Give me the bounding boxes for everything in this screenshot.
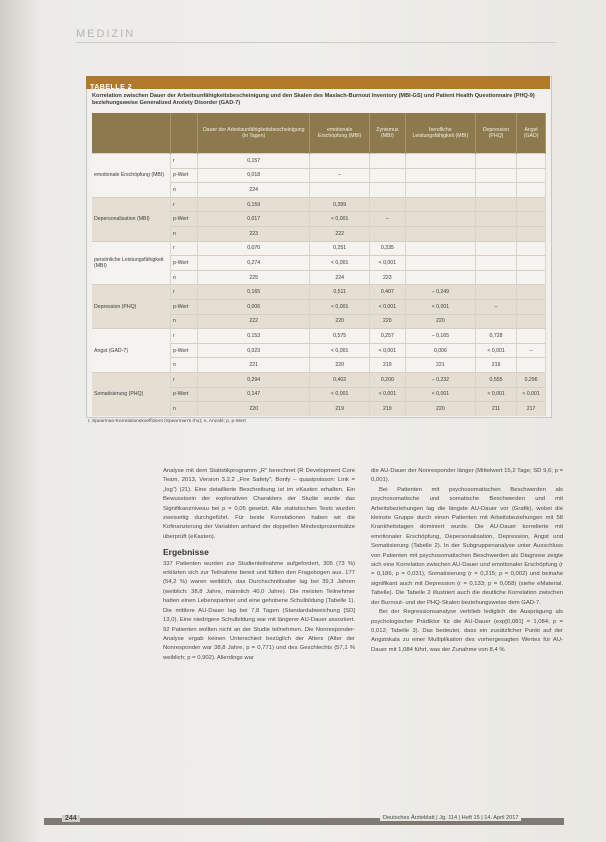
header-rule xyxy=(76,42,556,43)
stat-label: r xyxy=(171,241,198,256)
table-cell xyxy=(517,256,546,271)
table-cell: 0,157 xyxy=(198,154,310,169)
table-tab xyxy=(86,76,550,89)
table-cell xyxy=(405,270,475,285)
stat-label: p-Wert xyxy=(171,212,198,227)
table-cell xyxy=(405,256,475,271)
table-cell: 0,399 xyxy=(310,197,369,212)
table-cell: 219 xyxy=(475,358,516,373)
table-header-row xyxy=(92,113,546,154)
table-cell: – 0,249 xyxy=(405,285,475,300)
table-cell xyxy=(405,212,475,227)
table-cell: 219 xyxy=(369,402,405,416)
table-cell: 211 xyxy=(475,402,516,416)
stat-label: r xyxy=(171,285,198,300)
table-cell xyxy=(517,358,546,373)
table-cell xyxy=(475,197,516,212)
methods-paragraph: Analyse mit dem Statistikprogramm „R“ berechnet (R Development Core Team, 2013, Version 3.2.2 „Fire Safety“; Bonfy – quasipoisson: Link = „log“) (21). Eine detaillierte Beschreibung ist im eKasten erhalten. Ein Bewusstsein der explorativen Charakters der Studie wurde das Signifikanzniveau bei p = 0,05 gesetzt. Alle statistischen Tests wurden zweiseitig durchgeführt. Für beide Korrelationen haben wir die Kofinanzierung der Variablen anhand der doppelten Mindestprozentsätze überprüft (eKasten). xyxy=(163,468,355,540)
stat-label: n xyxy=(171,183,198,198)
row-label: Depression (PHQ) xyxy=(92,285,171,329)
table-cell xyxy=(517,183,546,198)
table-cell xyxy=(475,256,516,271)
table-cell: < 0,001 xyxy=(310,299,369,314)
right-paragraph-3: Bei der Regressionsanalyse verblieb lediglich die Ausprägung als psychologischer Prädiktor für die AU-Dauer (exp[0,081] = 1,084; p = 0,012; Tabelle 3). Das bedeutet, dass ein zusätzlicher Punkt auf der Angstskala zu einer Multiplikation des vorhergesagten Wertes für AU-Dauer mit 1,084 führt, was der Zunahme von 8,4 % xyxy=(371,609,563,653)
results-heading: Ergebnisse xyxy=(163,547,209,558)
stat-label: n xyxy=(171,402,198,416)
table-cell: < 0,001 xyxy=(405,387,475,402)
table-cell: 224 xyxy=(310,270,369,285)
table-cell xyxy=(475,154,516,169)
table-cell xyxy=(405,183,475,198)
table-cell: 0,018 xyxy=(198,168,310,183)
table-cell: 0,147 xyxy=(198,387,310,402)
row-label: Somatisierung (PHQ) xyxy=(92,372,171,415)
table-cell: 0,006 xyxy=(198,299,310,314)
table-cell xyxy=(310,154,369,169)
table-cell: 0,070 xyxy=(198,241,310,256)
table-cell: – xyxy=(369,212,405,227)
stat-label: n xyxy=(171,226,198,241)
table-cell: 0,511 xyxy=(310,285,369,300)
journal-citation: Deutsches Ärzteblatt | Jg. 114 | Heft 15 | 14. April 2017 xyxy=(380,815,521,821)
text-column-right xyxy=(371,467,563,655)
table-cell: 0,257 xyxy=(369,329,405,344)
table-cell: 223 xyxy=(369,270,405,285)
stat-label: r xyxy=(171,154,198,169)
header-stat xyxy=(171,113,198,154)
table-cell xyxy=(475,314,516,329)
table-cell: 221 xyxy=(405,358,475,373)
table-cell: – 0,165 xyxy=(405,329,475,344)
table-cell: 220 xyxy=(198,402,310,416)
table-cell: 217 xyxy=(517,402,546,416)
table-cell: < 0,001 xyxy=(369,256,405,271)
right-paragraph-2: Bei Patienten mit psychosomatischen Beschwerden als psychosomatische und somatische Beschwerden und mit Arbeitsbeziehungen lag die längste AU-Dauer vor (Grafik), wobei die kleinste Gruppe durch einen Patienten mit Arbeitsbeziehungen mit 58 Krankheitstagen dominiert wurde. Die AU-Dauer korrelierte mit emotionaler Erschöpfung, Depersonalisation, Depression, Angst und Somatisierung (Tabelle 2). In der Subgruppenanalyse unter Ausschluss von Patienten mit psychosomatischen Beschwerden als Diagnose zeigte sich eine Korrelation zwischen AU-Dauer und emotionaler Erschöpfung (r = 0,186, p = 0,031), Somatisierung (r = 0,215; p = 0,002) und beinahe signifikant auch mit Depression (r = 0,133; p = 0,058) (siehe eMaterial, Tabelle). Die Tabelle 2 illustriert auch die deutliche Korrelation zwischen der Burnout- und der PHQ-Skalen beziehungsweise dem GAD-7. xyxy=(371,486,563,606)
table-cell xyxy=(475,241,516,256)
stat-label: p-Wert xyxy=(171,343,198,358)
table-cell: 0,251 xyxy=(310,241,369,256)
row-label: emotionale Erschöpfung (MBI) xyxy=(92,154,171,198)
table-cell xyxy=(517,270,546,285)
table-cell: < 0,001 xyxy=(369,343,405,358)
table-cell: < 0,001 xyxy=(310,212,369,227)
table-cell xyxy=(517,314,546,329)
table-cell: 219 xyxy=(310,402,369,416)
table-cell: 220 xyxy=(310,314,369,329)
stat-label: r xyxy=(171,197,198,212)
table-cell xyxy=(475,226,516,241)
table-cell xyxy=(369,226,405,241)
table-cell: 0,407 xyxy=(369,285,405,300)
table-cell: < 0,001 xyxy=(310,387,369,402)
table-cell: 220 xyxy=(369,314,405,329)
table-cell: 221 xyxy=(198,358,310,373)
table-row xyxy=(92,285,546,300)
table-row xyxy=(92,329,546,344)
column-header: Angst (GAD) xyxy=(517,113,546,154)
stat-label: r xyxy=(171,329,198,344)
column-header: emotionale Erschöpfung (MBI) xyxy=(310,113,369,154)
table-cell xyxy=(517,197,546,212)
table-cell: < 0,001 xyxy=(310,256,369,271)
table-cell xyxy=(405,241,475,256)
table-cell xyxy=(369,168,405,183)
table-cell: 0,153 xyxy=(198,329,310,344)
table-cell: 220 xyxy=(310,358,369,373)
table-row xyxy=(92,372,546,387)
table-cell: 0,335 xyxy=(369,241,405,256)
table-cell xyxy=(405,197,475,212)
table-row xyxy=(92,154,546,169)
table-cell xyxy=(517,226,546,241)
right-paragraph-1: die AU-Dauer der Nonresponder länger (Mittelwert 15,2 Tage; SD 9,6; p = 0,001). xyxy=(371,468,563,484)
table-body xyxy=(92,154,546,416)
table-cell xyxy=(517,154,546,169)
correlation-table xyxy=(92,113,546,416)
table-caption: Korrelation zwischen Dauer der Arbeitsunfähigkeitsbescheinigung und den Skalen des Maslach-Burnout Inventory (MBI-GS) und Patient Health Questionnaire (PHQ-9) beziehungsweise Generalized Anxiety Disorder (GAD-7) xyxy=(92,93,535,106)
table-cell: 0,200 xyxy=(369,372,405,387)
table-cell xyxy=(405,154,475,169)
table-row xyxy=(92,241,546,256)
table-row xyxy=(92,197,546,212)
table-cell: 0,159 xyxy=(198,197,310,212)
table-cell: 222 xyxy=(198,314,310,329)
table-cell: 224 xyxy=(198,183,310,198)
column-header: berufliche Leistungsfähigkeit (MBI) xyxy=(405,113,475,154)
table-cell: 222 xyxy=(310,226,369,241)
stat-label: n xyxy=(171,270,198,285)
table-cell: 219 xyxy=(369,358,405,373)
table-cell: 0,728 xyxy=(475,329,516,344)
table-cell: 0,017 xyxy=(198,212,310,227)
table-cell xyxy=(517,241,546,256)
table-cell: – 0,232 xyxy=(405,372,475,387)
table-cell: 220 xyxy=(405,314,475,329)
table-cell xyxy=(517,212,546,227)
table-cell: < 0,001 xyxy=(475,343,516,358)
stat-label: p-Wert xyxy=(171,299,198,314)
table-cell xyxy=(475,270,516,285)
table-cell xyxy=(517,285,546,300)
table-cell xyxy=(369,197,405,212)
table-cell: – xyxy=(475,299,516,314)
row-label: persönliche Leistungsfähigkeit (MBI) xyxy=(92,241,171,285)
table-cell: 0,274 xyxy=(198,256,310,271)
stat-label: p-Wert xyxy=(171,387,198,402)
stat-label: n xyxy=(171,358,198,373)
table-cell xyxy=(405,168,475,183)
table-cell: < 0,001 xyxy=(405,299,475,314)
table-cell: < 0,001 xyxy=(475,387,516,402)
table-cell xyxy=(369,154,405,169)
table-cell xyxy=(475,285,516,300)
table-cell: 223 xyxy=(198,226,310,241)
table-cell: 0,023 xyxy=(198,343,310,358)
stat-label: p-Wert xyxy=(171,256,198,271)
stat-label: n xyxy=(171,314,198,329)
row-label: Depersonalisation (MBI) xyxy=(92,197,171,241)
text-column-left xyxy=(163,467,355,663)
stat-label: p-Wert xyxy=(171,168,198,183)
column-header: Dauer der Arbeitsunfähigkeitsbescheinigung (in Tagen) xyxy=(198,113,310,154)
table-cell xyxy=(517,299,546,314)
table-cell: 0,006 xyxy=(405,343,475,358)
table-tab-label: TABELLE 2 xyxy=(90,84,133,91)
table-cell: 0,402 xyxy=(310,372,369,387)
table-cell: < 0,001 xyxy=(517,387,546,402)
table-cell: < 0,001 xyxy=(369,387,405,402)
table-cell xyxy=(475,183,516,198)
results-paragraph: 337 Patienten wurden zur Studienteilnahme aufgefordert, 305 (73 %) erklärten sich zur Teilnahme bereit und füllten den Fragebogen aus. 177 (54,2 %) waren weiblich, das Durchschnittsalter lag bei 39,3 Jahren (weiblich: 38,8 Jahre, männlich 40,0 Jahre). Die meisten Teilnehmer hatten einen Lebenspartner und eine gehobene Schulbildung (Tabelle 1). Die mittlere AU-Dauer lag bei 7,8 Tagen (Standardabweichung [SD] 13,0). Eine niedrigere Schulbildung war mit längerer AU-Dauer assoziiert. 92 Patienten wollten nicht an der Studie teilnehmen. Die Nonresponder-Analyse ergab keinen Unterschied bezüglich der Alters (Alter der Nonresponder war 38,8 Jahre, p = 0,771) und des Geschlechts (57,1 % weiblich; p = 0,902). Allerdings war xyxy=(163,560,355,661)
page-number: 244 xyxy=(62,815,80,822)
table-footnote: r, Spearman-Korrelationskoeffizient (Spearman's rho); n, Anzahl; p, p-Wert xyxy=(88,419,246,424)
column-header: Depression (PHQ) xyxy=(475,113,516,154)
header-corner xyxy=(92,113,171,154)
table-cell: < 0,001 xyxy=(310,343,369,358)
table-cell: 0,165 xyxy=(198,285,310,300)
stat-label: r xyxy=(171,372,198,387)
table-cell xyxy=(310,183,369,198)
table-cell: < 0,001 xyxy=(369,299,405,314)
row-label: Angst (GAD-7) xyxy=(92,329,171,373)
section-label: MEDIZIN xyxy=(76,28,136,40)
table-cell xyxy=(369,183,405,198)
table-cell: 225 xyxy=(198,270,310,285)
table-cell: 0,294 xyxy=(198,372,310,387)
table-cell: 0,555 xyxy=(475,372,516,387)
column-header: Zynismus (MBI) xyxy=(369,113,405,154)
table-cell xyxy=(517,329,546,344)
table-cell xyxy=(475,168,516,183)
table-cell xyxy=(475,212,516,227)
table-cell: – xyxy=(310,168,369,183)
table-cell: – xyxy=(517,343,546,358)
table-cell: 0,575 xyxy=(310,329,369,344)
table-cell: 0,296 xyxy=(517,372,546,387)
table-cell: 220 xyxy=(405,402,475,416)
table-cell xyxy=(405,226,475,241)
table-cell xyxy=(517,168,546,183)
